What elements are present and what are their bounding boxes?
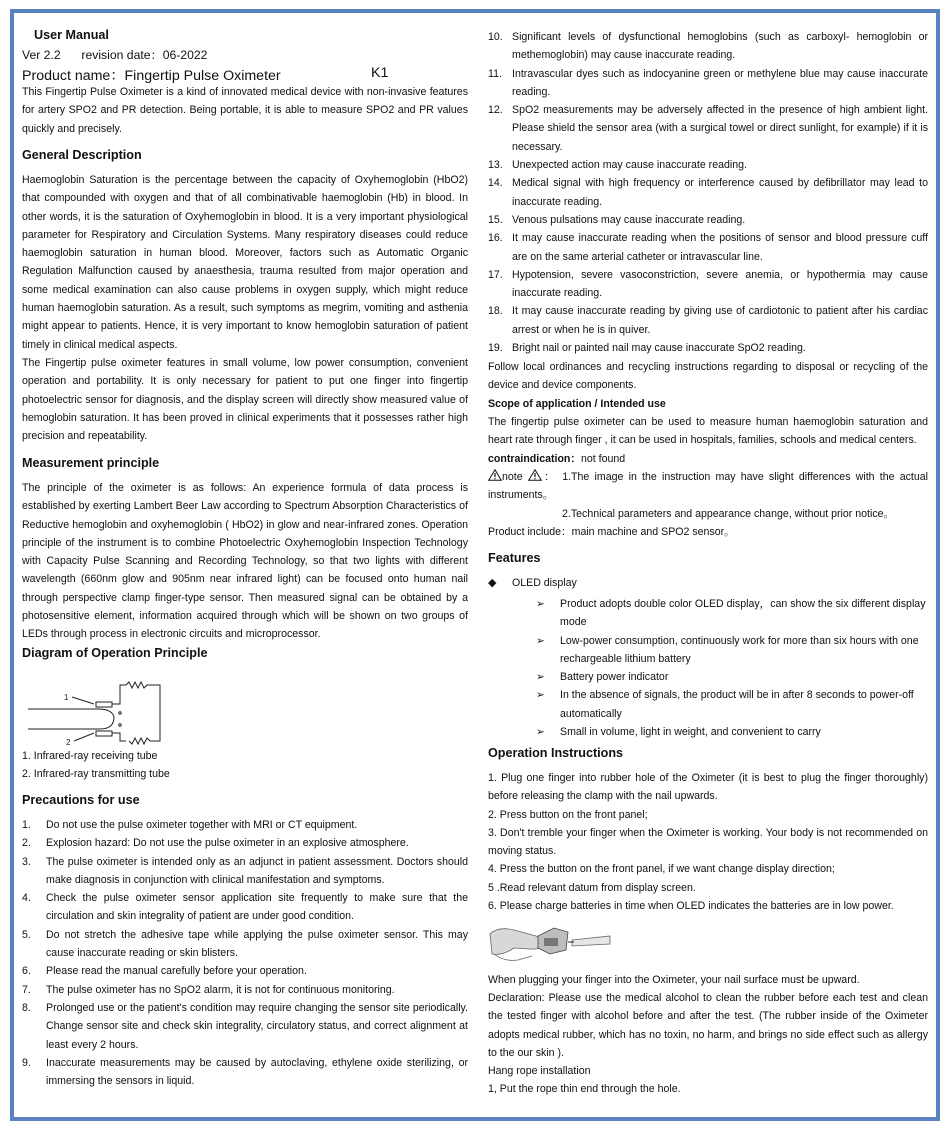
general-description-heading: General Description (22, 148, 142, 162)
diagram-caption-1: 1. Infrared-ray receiving tube (22, 750, 158, 762)
operation-principle-diagram (26, 675, 166, 753)
list-item-text: Do not use the pulse oximeter together with MRI or CT equipment. (46, 819, 358, 831)
list-item-text: Unexpected action may cause inaccurate reading. (512, 159, 747, 172)
product-name: Product name：Fingertip Pulse Oximeter (22, 68, 281, 84)
note-2: 2.Technical parameters and appearance change, without prior notice。 (562, 507, 895, 520)
contraindication-value: not found (581, 453, 626, 465)
note-separator: ： (541, 471, 557, 483)
list-item (488, 174, 928, 211)
list-item-text: Explosion hazard: Do not use the pulse oximeter in an explosive atmosphere. (46, 837, 409, 850)
feature-item (536, 723, 928, 741)
product-name-line (22, 65, 468, 85)
list-item-number: 14. (488, 177, 503, 190)
features-heading: Features (488, 551, 541, 565)
list-item-number: 7. (22, 983, 31, 996)
note-label: note (502, 471, 523, 483)
list-item-text: Prolonged use or the patient's condition may require changing the sensor site periodically. Change sensor site and check skin integrality, circulatory status, and correct alignment at least every 2 hours. (46, 1001, 468, 1051)
finger-insertion-illustration (488, 916, 612, 966)
warning-icon (488, 469, 502, 481)
arrow-bullet-icon: ➢ (536, 634, 545, 647)
operation-step: 3. Don't tremble your finger when the Oximeter is working. Your body is not recommended on moving status. (488, 826, 928, 858)
precautions-list-continued (488, 28, 928, 357)
revision-date: revision date：06-2022 (81, 48, 208, 62)
list-item (488, 156, 928, 174)
scope-paragraph: The fingertip pulse oximeter can be used to measure human haemoglobin saturation and heart rate through finger , it can be used in hospitals, families, schools and medical centers. (488, 416, 928, 447)
list-item-text: Bright nail or painted nail may cause inaccurate SpO2 reading. (512, 342, 806, 355)
operation-step: 2. Press button on the front panel; (488, 808, 648, 821)
list-item-text: Medical signal with high frequency or interference caused by defibrillator may lead to inaccurate reading. (512, 177, 928, 208)
list-item (22, 962, 468, 980)
list-item-text: SpO2 measurements may be adversely affected in the presence of high ambient light. Please shield the sensor area (with a surgical towel or direct sunlight, for example) if it is necessary. (512, 104, 928, 153)
warning-icon (528, 469, 542, 481)
list-item-number: 11. (488, 67, 502, 80)
hang-rope-title: Hang rope installation (488, 1065, 591, 1077)
operation-step: 6. Please charge batteries in time when OLED indicates the batteries are in low power. (488, 900, 894, 913)
list-item-number: 5. (22, 928, 31, 941)
note-block (488, 468, 928, 523)
list-item-number: 2. (22, 837, 31, 850)
version: Ver 2.2 (22, 48, 61, 62)
feature-item (536, 595, 928, 632)
nail-orientation-note: When plugging your finger into the Oximeter, your nail surface must be upward. (488, 974, 860, 986)
list-item-text: Check the pulse oximeter sensor application site frequently to make sure that the circulation and skin integrality of patient are under good condition. (46, 892, 468, 923)
list-item (488, 101, 928, 156)
list-item-text: It may cause inaccurate reading when the positions of sensor and blood pressure cuff are on the same arterial catheter or intravascular line. (512, 232, 928, 263)
list-item-text: Venous pulsations may cause inaccurate reading. (512, 213, 746, 226)
list-item (22, 853, 468, 890)
list-item-text: It may cause inaccurate reading by giving use of cardiotonic to patient after his cardiac arrest or when he is in quiver. (512, 305, 928, 336)
list-item-number: 16. (488, 232, 503, 245)
intro-paragraph: This Fingertip Pulse Oximeter is a kind of innovated medical device with non-invasive features for artery SPO2 and PR detection. Being portable, it is able to measure SPO2 and PR values quickly and precisely. (22, 86, 468, 135)
list-item-text: Do not stretch the adhesive tape while applying the pulse oximeter sensor. This may cause inaccurate reading or skin blisters. (46, 928, 468, 960)
list-item-number: 10. (488, 31, 503, 43)
list-item-text: Inaccurate measurements may be caused by autoclaving, ethylene oxide sterilizing, or immersing the sensors in liquid. (46, 1056, 468, 1088)
list-item (488, 339, 928, 357)
list-item-text: The pulse oximeter has no SpO2 alarm, it is not for continuous monitoring. (46, 983, 395, 996)
diagram-heading: Diagram of Operation Principle (22, 646, 208, 660)
measurement-principle-heading: Measurement principle (22, 456, 160, 470)
list-item-number: 6. (22, 965, 31, 978)
diagram-label-2: 2 (66, 738, 71, 747)
list-item-number: 15. (488, 213, 503, 226)
feature-item-text: Low-power consumption, continuously work for more than six hours with one rechargeable lithium battery (560, 634, 919, 665)
list-item (488, 211, 928, 229)
list-item-text: Hypotension, severe vasoconstriction, severe anemia, or hypothermia may cause inaccurate reading. (512, 268, 928, 300)
operation-step: 1. Plug one finger into rubber hole of the Oximeter (it is best to plug the finger thoroughly) before releasing the clamp with the nail upwards. (488, 772, 928, 803)
list-item (22, 816, 468, 834)
list-item-number: 19. (488, 342, 503, 355)
list-item (22, 834, 468, 852)
list-item-number: 13. (488, 159, 503, 172)
list-item-text: Significant levels of dysfunctional hemoglobins (such as carboxyl- hemoglobin or methemoglobin) may cause inaccurate reading. (512, 31, 928, 62)
operation-step: 5 .Read relevant datum from display screen. (488, 881, 696, 894)
hang-rope-step-1: 1, Put the rope thin end through the hole. (488, 1083, 681, 1095)
measurement-paragraph: The principle of the oximeter is as follows: An experience formula of data process is established by exerting Lambert Beer Law according to Spectrum Absorption Characteristics of Reductive hemoglobin and oxyhemoglobin ( HbO2) in glow and near-infrared zones. Operation principle of the instrument is to combine Photoelectric Oxyhemoglobin Inspection Technology with Capacity Pulse Scanning and Recording Technology, so that two lights with different wavelength (660nm glow and 905nm near infrared light) can be focused onto human nail through perspective clamp finger-type sensor. Then measured signal can be obtained by a photosensitive element, information acquired through which will be shown on two groups of LEDs through process in electronic circuits and microprocessor. (22, 482, 468, 641)
list-item-text: Intravascular dyes such as indocyanine green or methylene blue may cause inaccurate reading. (512, 67, 928, 98)
model-name: K1 (371, 65, 389, 81)
precautions-heading: Precautions for use (22, 793, 140, 807)
feature-item (536, 632, 928, 669)
product-include: Product include：main machine and SPO2 sensor。 (488, 526, 735, 538)
list-item-number: 12. (488, 104, 503, 117)
features-main-item (488, 574, 577, 592)
operation-step: 4. Press the button on the front panel, if we want change display direction; (488, 863, 835, 876)
list-item (488, 65, 928, 102)
general-paragraph-2: The Fingertip pulse oximeter features in small volume, low power consumption, convenient operation and portability. It is only necessary for patient to put one finger into fingertip photoelectric sensor for diagnosis, and the display screen will directly show measured value of hemoglobin saturation. It has been proved in clinical experiments that it possesses rather high precision and repeatability. (22, 357, 468, 443)
list-item (22, 926, 468, 963)
version-line (22, 46, 207, 63)
note-1: 1.The image in the instruction may have slight differences with the actual instruments。 (488, 471, 928, 502)
diamond-bullet-icon: ◆ (488, 577, 497, 589)
list-item (488, 28, 928, 65)
feature-item-text: Small in volume, light in weight, and convenient to carry (560, 726, 821, 739)
feature-item-text: In the absence of signals, the product will be in after 8 seconds to power-off automatically (560, 689, 914, 720)
feature-item-text: Product adopts double color OLED display，can show the six different display mode (560, 598, 926, 629)
list-item (22, 889, 468, 926)
list-item-number: 9. (22, 1056, 31, 1069)
list-item (22, 981, 468, 999)
diagram-caption-2: 2. Infrared-ray transmitting tube (22, 768, 170, 780)
arrow-bullet-icon: ➢ (536, 689, 545, 702)
list-item-number: 1. (22, 819, 31, 831)
features-list (536, 595, 928, 741)
list-item (488, 302, 928, 339)
list-item-number: 17. (488, 268, 503, 281)
contraindication-line (488, 450, 625, 468)
contraindication-label: contraindication： (488, 453, 581, 465)
feature-item (536, 668, 928, 686)
declaration-paragraph: Declaration: Please use the medical alcohol to clean the rubber before each test and clean the tested finger with alcohol before and after the test. (The rubber inside of the Oximeter adopts medical rubber, which has no toxin, no harm, and brings no side effect such as allergy to the our skin ). (488, 992, 928, 1059)
list-item (488, 229, 928, 266)
features-main-label: OLED display (512, 577, 577, 589)
feature-item-text: Battery power indicator (560, 671, 669, 684)
list-item (488, 266, 928, 303)
list-item-number: 8. (22, 1001, 31, 1014)
manual-page (10, 9, 940, 1121)
general-paragraph-1: Haemoglobin Saturation is the percentage between the capacity of Oxyhemoglobin (HbO2) that compounded with oxygen and that of all combinativable haemoglobin (Hb) in blood. In other words, it is the saturation of Oxyhemoglobin in blood. It is a very important physiological parameter for Respiratory and Circulation Systems. Many respiratory diseases could reduce haemoglobin saturation in human blood. Moreover, factors such as Automatic Organic Regulation Malfunction caused by anaesthesia, trauma resulted from major operation and some medical examination can also cause problems in oxygen supply, which might reduce human haemoglobin saturation. As a result, such symptoms as megrim, vomiting and asthenia might appear to patients. Hence, it is very important to know hemoglobin saturation of patient timely in clinical medical aspects. (22, 174, 468, 351)
manual-title: User Manual (34, 28, 109, 42)
arrow-bullet-icon: ➢ (536, 671, 545, 684)
feature-item (536, 686, 928, 723)
list-item-text: Please read the manual carefully before your operation. (46, 965, 307, 978)
operation-steps (488, 769, 928, 915)
diagram-label-1: 1 (64, 693, 69, 702)
arrow-bullet-icon: ➢ (536, 598, 545, 610)
scope-heading: Scope of application / Intended use (488, 398, 666, 410)
list-item-number: 18. (488, 305, 503, 318)
list-item (22, 1054, 468, 1091)
list-item (22, 999, 468, 1054)
operation-heading: Operation Instructions (488, 746, 624, 760)
list-item-number: 4. (22, 892, 31, 905)
arrow-bullet-icon: ➢ (536, 726, 545, 739)
list-item-number: 3. (22, 855, 31, 868)
precautions-list (22, 816, 468, 1090)
disposal-paragraph: Follow local ordinances and recycling instructions regarding to disposal or recycling of the device and device components. (488, 361, 928, 392)
list-item-text: The pulse oximeter is intended only as an adjunct in patient assessment. Doctors should make diagnosis in conjunction with clinical manifestation and symptoms. (46, 855, 468, 886)
